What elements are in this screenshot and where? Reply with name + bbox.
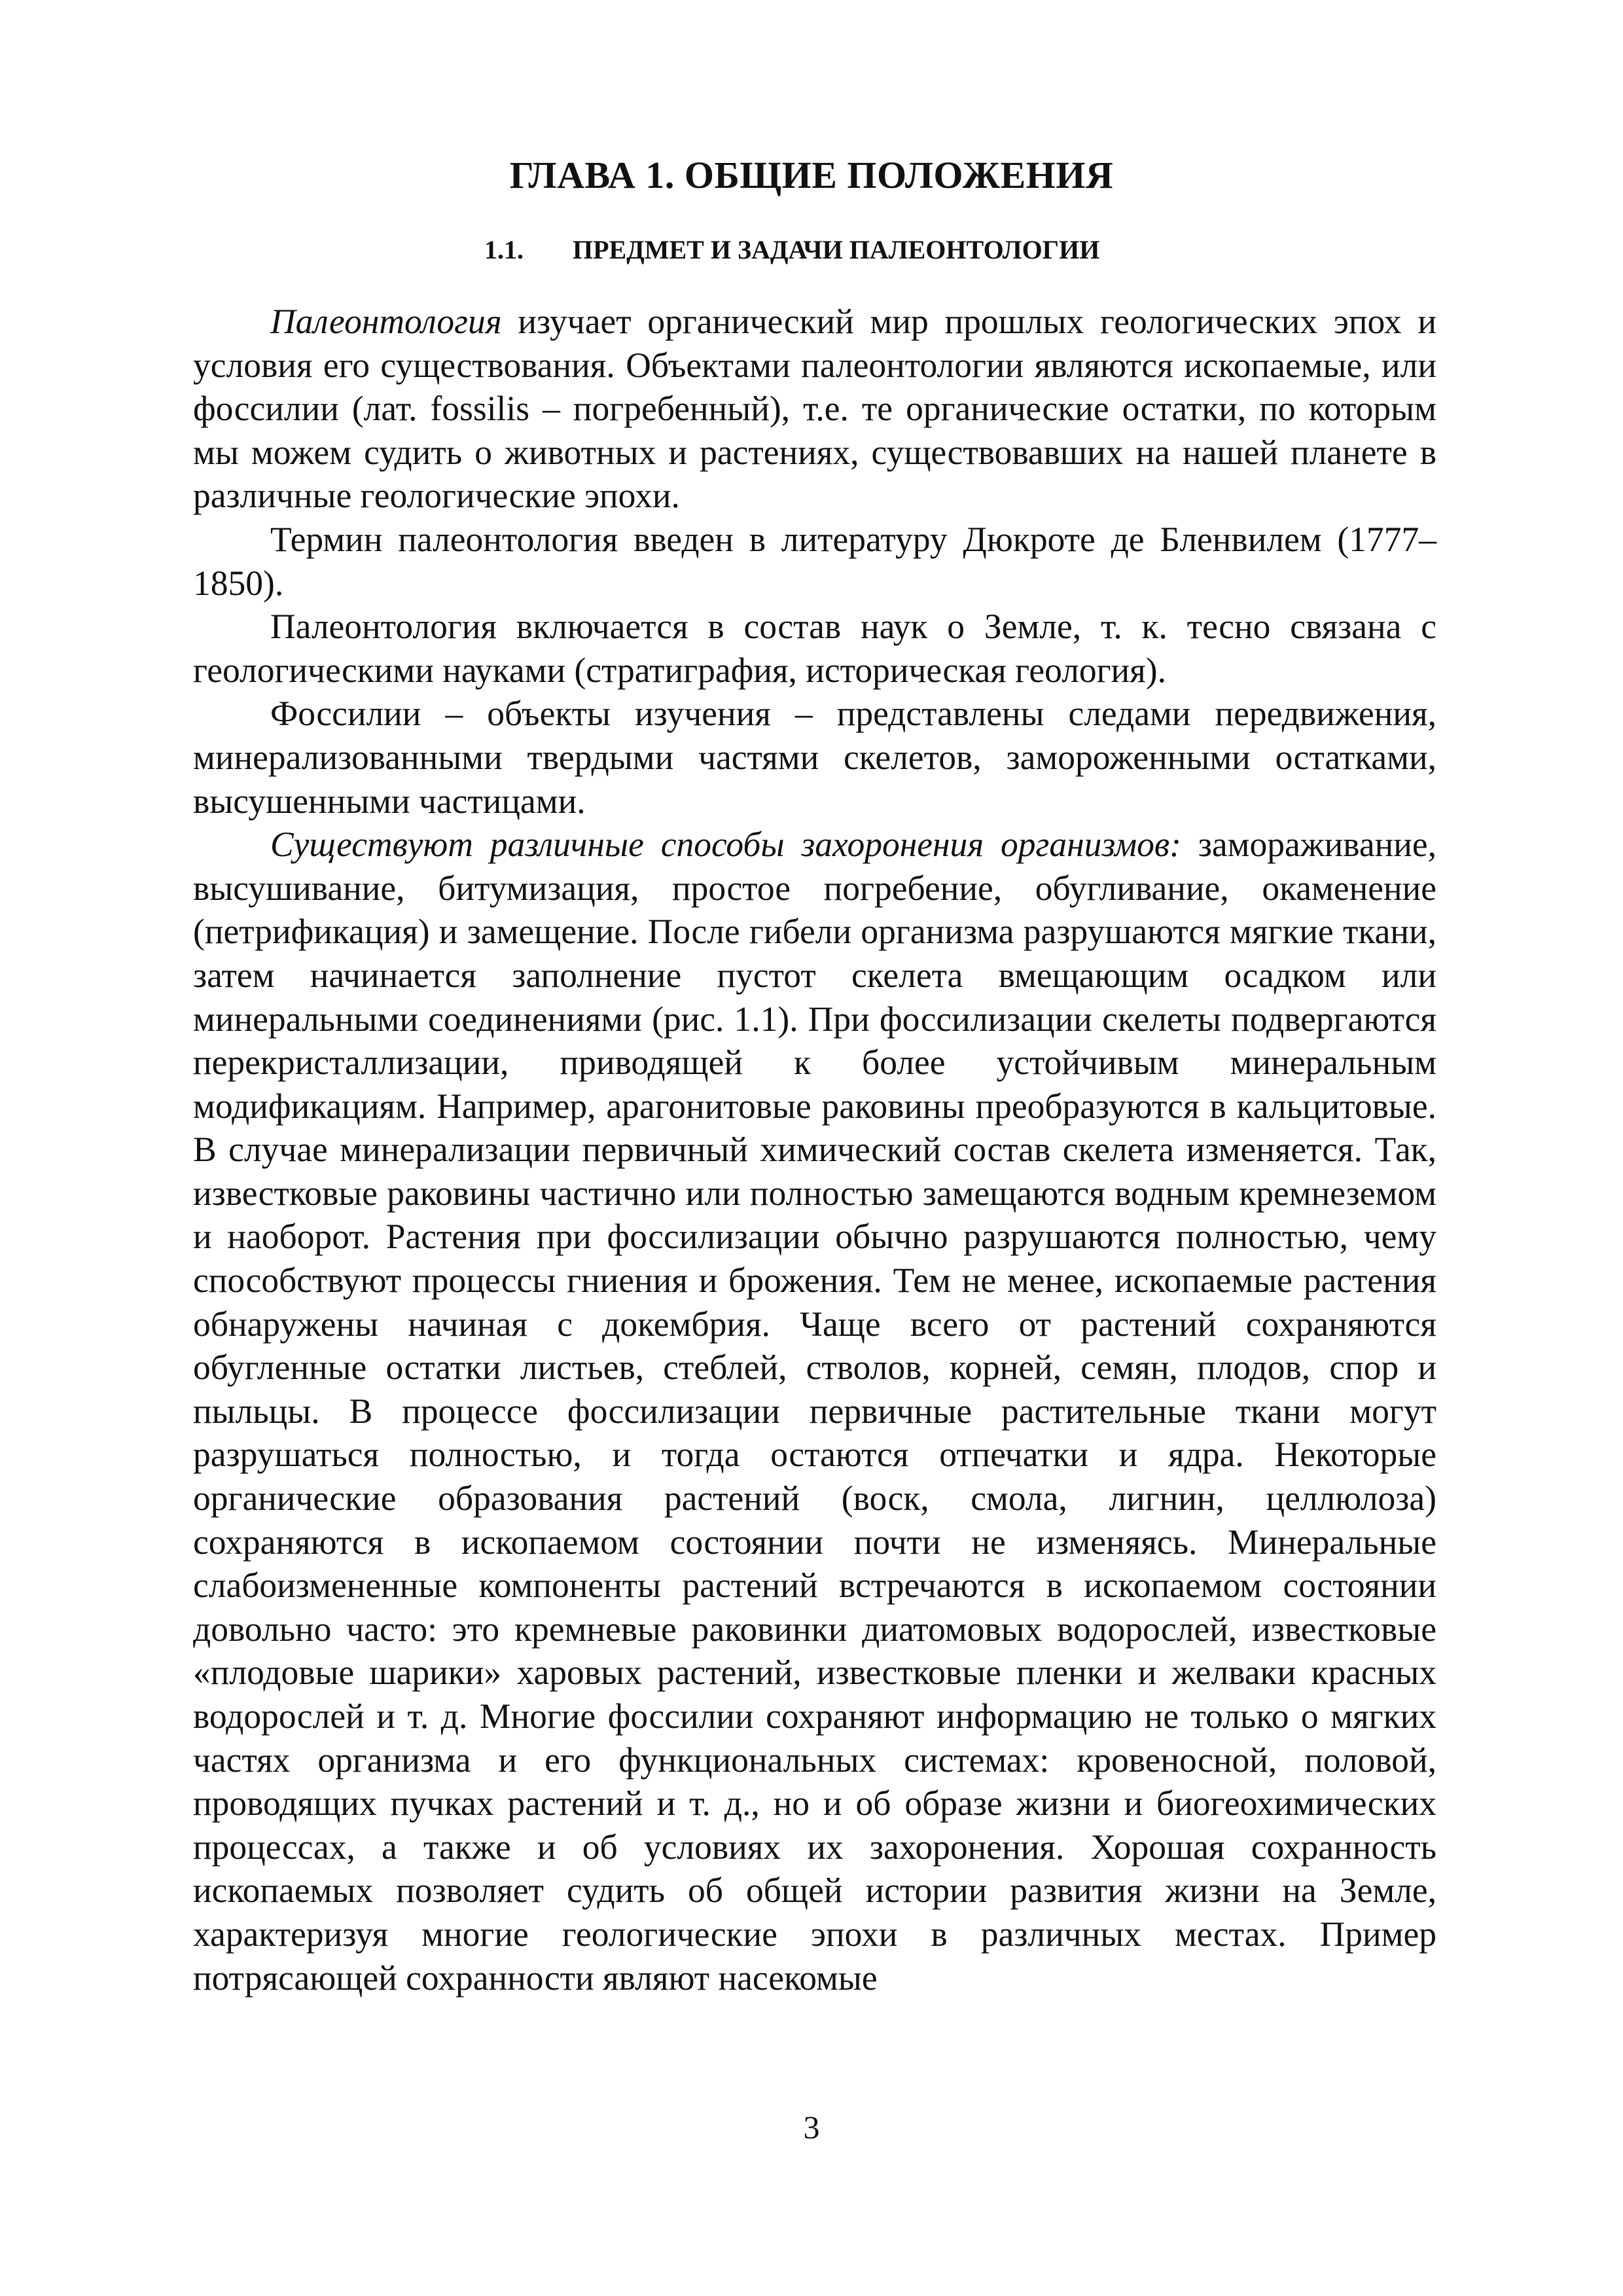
section-heading	[484, 230, 1335, 270]
section-number: 1.1.	[484, 235, 524, 264]
paragraph-2: Термин палеонтология введен в литературу Дюкроте де Бленвилем (1777–1850).	[193, 519, 1436, 603]
paragraph-4: Фоссилии – объекты изучения – представлены следами передвижения, минерализованными твердыми частями скелетов, замороженными остатками, высушенными частицами.	[193, 694, 1436, 821]
section-title: ПРЕДМЕТ И ЗАДАЧИ ПАЛЕОНТОЛОГИИ	[573, 235, 1100, 264]
paragraph-1-text: изучает органический мир прошлых геологических эпох и условия его существования. Объектами палеонтологии являются ископаемые, или фоссилии (лат. fossilis – погребенный), т.е. те органические остатки, по которым мы можем судить о животных и растениях, существовавших на нашей планете в различные геологические эпохи.	[193, 302, 1436, 516]
paragraph-5	[193, 823, 1436, 2000]
page-number: 3	[803, 2109, 820, 2145]
chapter-title: ГЛАВА 1. ОБЩИЕ ПОЛОЖЕНИЯ	[509, 154, 1114, 196]
paragraph-1	[193, 300, 1436, 518]
body-text	[193, 300, 1436, 2000]
term-paleontology: Палеонтология	[270, 302, 502, 341]
burial-methods-lead: Существуют различные способы захоронения организмов:	[270, 825, 1181, 865]
paragraph-5-text: замораживание, высушивание, битумизация, простое погребение, обугливание, окаменение (петрификация) и замещение. После гибели организма разрушаются мягкие ткани, затем начинается заполнение пустот скелета вмещающим осадком или минеральными соединениями (рис. 1.1). При фоссилизации скелеты подвергаются перекристаллизации, приводящей к более устойчивым минеральным модификациям. Например, арагонитовые раковины преобразуются в кальцитовые. В случае минерализации первичный химический состав скелета изменяется. Так, известковые раковины частично или полностью замещаются водным кремнеземом и наоборот. Растения при фоссилизации обычно разрушаются полностью, чему способствуют процессы гниения и брожения. Тем не менее, ископаемые растения обнаружены начиная с докембрия. Чаще всего от растений сохраняются обугленные остатки листьев, стеблей, стволов, корней, семян, плодов, спор и пыльцы. В процессе фоссилизации первичные растительные ткани могут разрушаться полностью, и тогда остаются отпечатки и ядра. Некоторые органические образования растений (воск, смола, лигнин, целлюлоза) сохраняются в ископаемом состоянии почти не изменяясь. Минеральные слабоизмененные компоненты растений встречаются в ископаемом состоянии довольно часто: это кремневые раковинки диатомовых водорослей, известковые «плодовые шарики» харовых растений, известковые пленки и желваки красных водорослей и т. д. Многие фоссилии сохраняют информацию не только о мягких частях организма и его функциональных системах: кровеносной, половой, проводящих пучках растений и т. д., но и об образе жизни и биогеохимических процессах, а также и об условиях их захоронения. Хорошая сохранность ископаемых позволяет судить об общей истории развития жизни на Земле, характеризуя многие геологические эпохи в различных местах. Пример потрясающей сохранности являют насекомые	[193, 825, 1436, 1998]
paragraph-3: Палеонтология включается в состав наук о Земле, т. к. тесно связана с геологическими науками (стратиграфия, историческая геология).	[193, 607, 1436, 690]
